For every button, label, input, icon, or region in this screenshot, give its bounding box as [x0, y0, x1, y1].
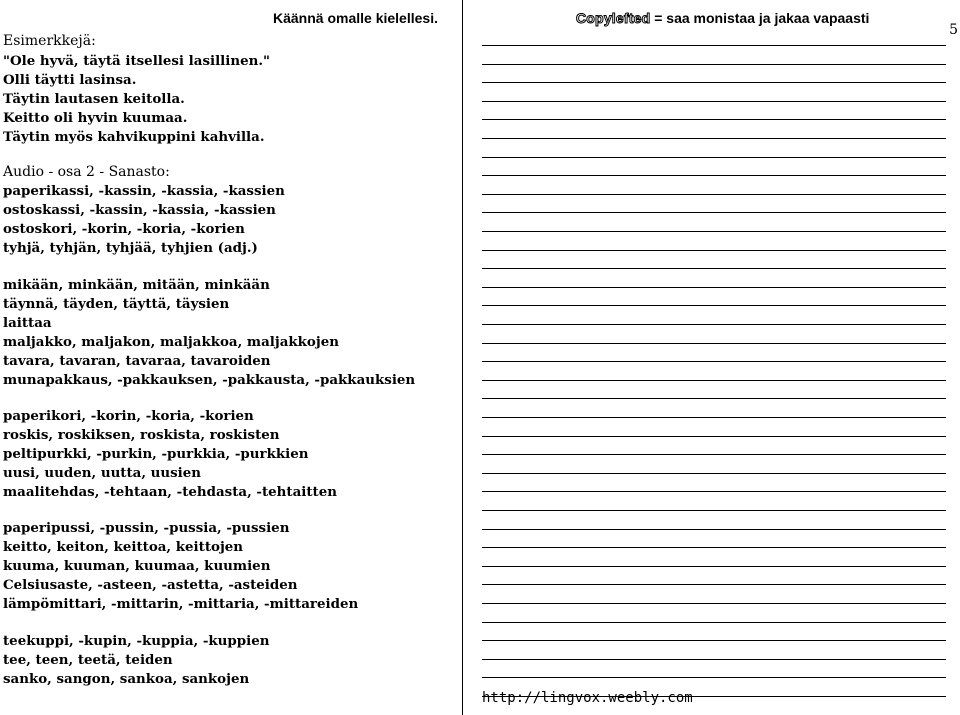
- writing-line: [482, 640, 946, 641]
- writing-line: [482, 231, 946, 232]
- writing-line: [482, 436, 946, 437]
- vocab-line: maalitehdas, -tehtaan, -tehdasta, -tehtaitten: [3, 484, 337, 500]
- writing-line: [482, 491, 946, 492]
- vocab-group-3: [3, 407, 337, 502]
- vocab-line: paperikassi, -kassin, -kassia, -kassien: [3, 183, 285, 199]
- writing-line: [482, 175, 946, 176]
- writing-line: [482, 268, 946, 269]
- writing-line: [482, 343, 946, 344]
- vocab-line: täynnä, täyden, täyttä, täysien: [3, 296, 230, 312]
- writing-line: [482, 45, 946, 46]
- example-line: "Ole hyvä, täytä itsellesi lasillinen.": [3, 53, 270, 69]
- copyleft-notice: [576, 10, 869, 26]
- example-line: Täytin myös kahvikuppini kahvilla.: [3, 129, 265, 145]
- vocab-group-1: [3, 163, 285, 258]
- vocab-line: maljakko, maljakon, maljakkoa, maljakkojen: [3, 334, 339, 350]
- writing-line: [482, 454, 946, 455]
- footer-url: http://lingvox.weebly.com: [482, 690, 693, 706]
- writing-line: [482, 510, 946, 511]
- vocab-line: paperipussi, -pussin, -pussia, -pussien: [3, 520, 290, 536]
- writing-line: [482, 603, 946, 604]
- writing-line: [482, 324, 946, 325]
- vocab-line: laittaa: [3, 315, 52, 331]
- writing-line: [482, 101, 946, 102]
- vocab-line: tee, teen, teetä, teiden: [3, 652, 173, 668]
- writing-line: [482, 64, 946, 65]
- examples-title: Esimerkkejä:: [3, 33, 96, 49]
- vocab-line: paperikori, -korin, -koria, -korien: [3, 408, 254, 424]
- writing-line: [482, 250, 946, 251]
- example-line: Olli täytti lasinsa.: [3, 72, 137, 88]
- writing-line: [482, 138, 946, 139]
- vocabulary-column: [3, 0, 458, 715]
- vocab-line: ostoskori, -korin, -koria, -korien: [3, 221, 245, 237]
- vocab-line: peltipurkki, -purkin, -purkkia, -purkkien: [3, 446, 309, 462]
- vocab-group-5: [3, 632, 269, 689]
- vocab-line: mikään, minkään, mitään, minkään: [3, 277, 270, 293]
- writing-line: [482, 566, 946, 567]
- writing-line: [482, 361, 946, 362]
- copyleft-word: Copylefted: [576, 10, 651, 26]
- examples-list: [3, 52, 270, 147]
- vocab-line: ostoskassi, -kassin, -kassia, -kassien: [3, 202, 276, 218]
- writing-line: [482, 547, 946, 548]
- vocab-line: teekuppi, -kupin, -kuppia, -kuppien: [3, 633, 270, 649]
- vocab-line: roskis, roskiksen, roskista, roskisten: [3, 427, 280, 443]
- writing-line: [482, 194, 946, 195]
- vocab-line: tavara, tavaran, tavaraa, tavaroiden: [3, 353, 271, 369]
- writing-line: [482, 82, 946, 83]
- writing-column: [482, 0, 960, 715]
- translate-instruction: Käännä omalle kielellesi.: [273, 10, 438, 26]
- vocabulary-title: Audio - osa 2 - Sanasto:: [3, 164, 170, 180]
- writing-line: [482, 677, 946, 678]
- vocab-line: Celsiusaste, -asteen, -astetta, -asteiden: [3, 577, 298, 593]
- vocab-line: munapakkaus, -pakkauksen, -pakkausta, -pakkauksien: [3, 372, 416, 388]
- writing-line: [482, 659, 946, 660]
- writing-line: [482, 212, 946, 213]
- vocab-group-2: [3, 276, 415, 390]
- vocab-line: tyhjä, tyhjän, tyhjää, tyhjien (adj.): [3, 240, 258, 256]
- vocab-group-4: [3, 519, 358, 614]
- vocab-line: kuuma, kuuman, kuumaa, kuumien: [3, 558, 271, 574]
- vocab-line: keitto, keiton, keittoa, keittojen: [3, 539, 244, 555]
- vocab-line: sanko, sangon, sankoa, sankojen: [3, 671, 250, 687]
- writing-line: [482, 529, 946, 530]
- copyleft-text: = saa monistaa ja jakaa vapaasti: [650, 10, 870, 26]
- vocab-line: uusi, uuden, uutta, uusien: [3, 465, 202, 481]
- writing-line: [482, 287, 946, 288]
- writing-line: [482, 622, 946, 623]
- vocab-line: lämpömittari, -mittarin, -mittaria, -mittareiden: [3, 596, 359, 612]
- writing-line: [482, 119, 946, 120]
- column-divider: [462, 0, 463, 715]
- writing-line: [482, 157, 946, 158]
- writing-line: [482, 417, 946, 418]
- example-line: Keitto oli hyvin kuumaa.: [3, 110, 188, 126]
- writing-line: [482, 305, 946, 306]
- example-line: Täytin lautasen keitolla.: [3, 91, 185, 107]
- page-number: 5: [949, 22, 958, 38]
- writing-line: [482, 473, 946, 474]
- writing-line: [482, 380, 946, 381]
- writing-line: [482, 584, 946, 585]
- writing-line: [482, 398, 946, 399]
